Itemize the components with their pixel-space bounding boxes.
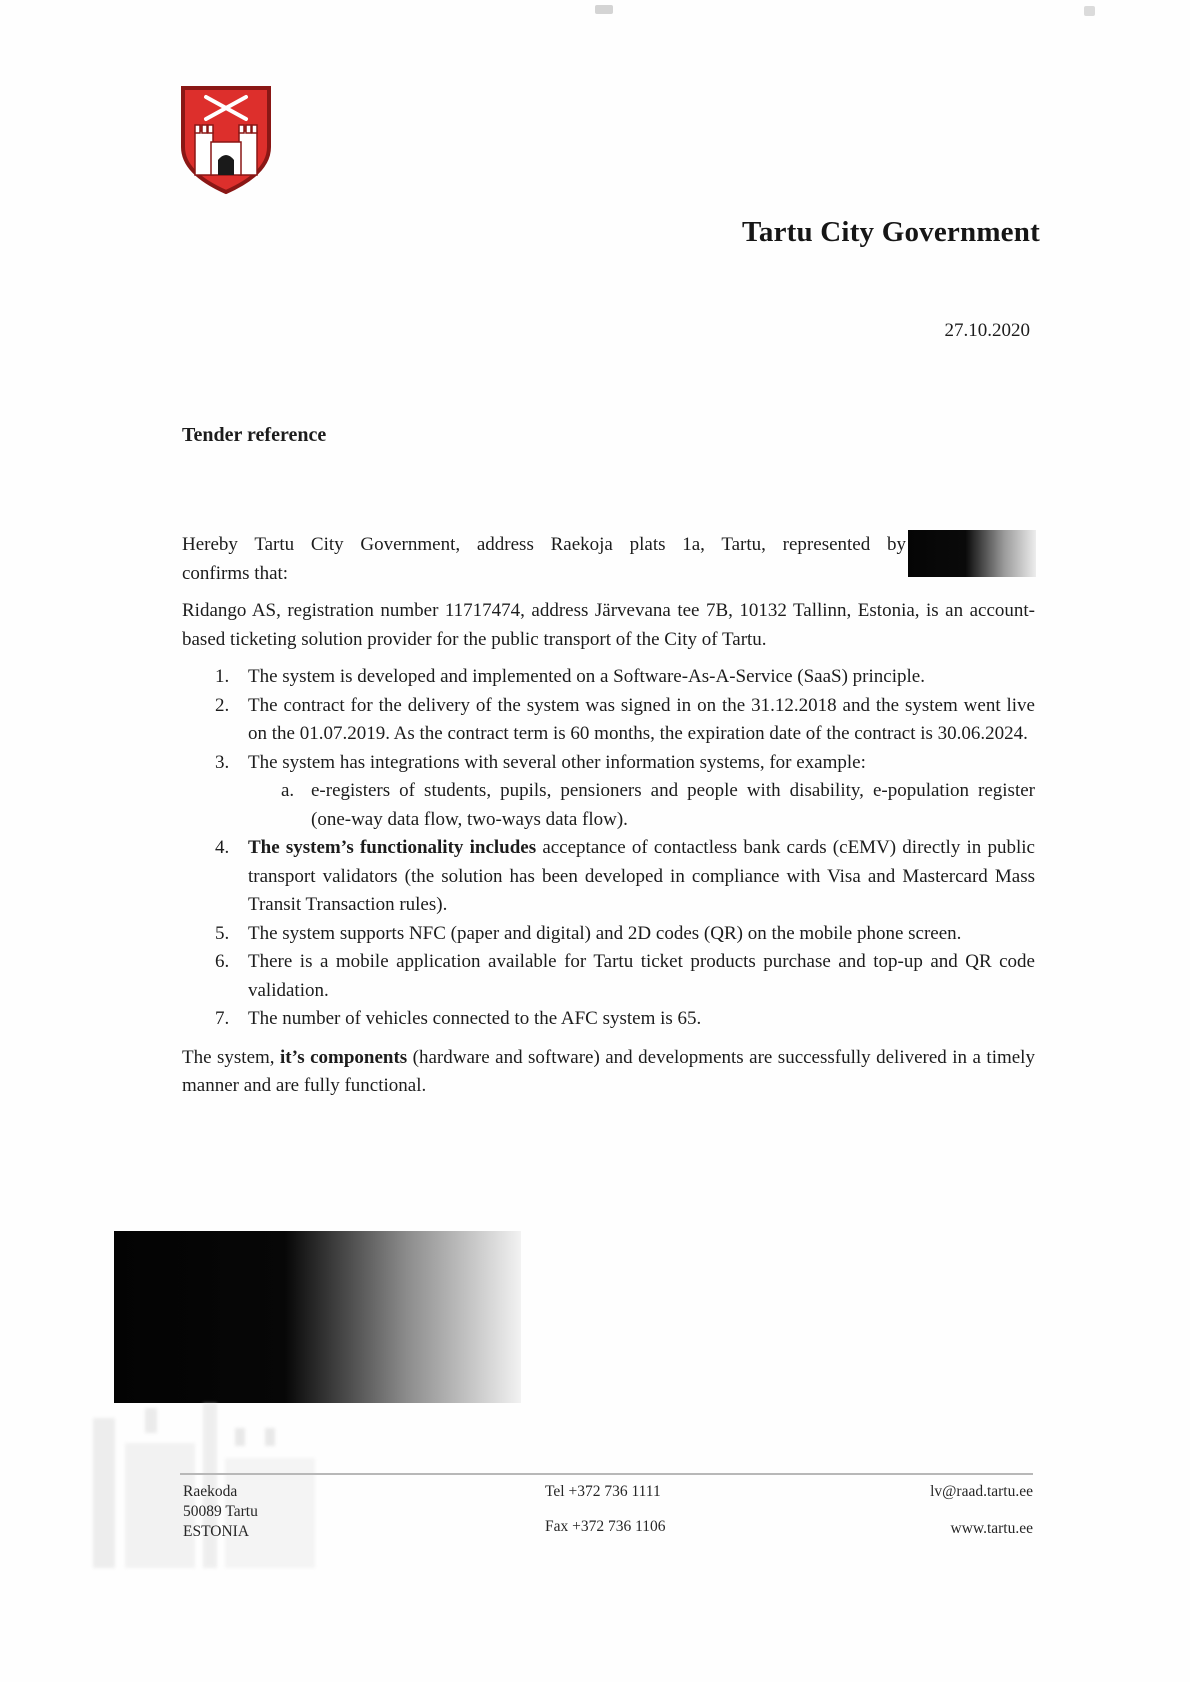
redaction-box-signature — [114, 1231, 521, 1403]
list-item-text-line: The system has integrations with several other information systems, for example: — [248, 751, 866, 773]
page-title: Tartu City Government — [742, 216, 1040, 248]
footer-address-line: ESTONIA — [183, 1523, 250, 1540]
list-item-number: 1. — [215, 666, 230, 687]
list-item — [215, 920, 1035, 949]
sub-list-item — [248, 777, 1035, 834]
list-item-number: 3. — [215, 751, 230, 773]
list-item-text: The number of vehicles connected to the AFC system is 65. — [248, 1008, 702, 1029]
paragraph-ridango: Ridango AS, registration number 11717474, address Järvevana tee 7B, 10132 Tallinn, Estonia, is an account-based ticketing solution provider for the public transport of the City of Tartu. — [182, 600, 1035, 650]
footer-website: www.tartu.ee — [950, 1520, 1033, 1537]
numbered-list — [182, 663, 1035, 1034]
footer-email: lv@raad.tartu.ee — [930, 1483, 1033, 1500]
list-item-text: There is a mobile application available for Tartu ticket products purchase and top-up and QR code validation. — [248, 951, 1035, 1001]
sub-list-item-text: e-registers of students, pupils, pensioners and people with disability, e-population register (one-way data flow, two-ways data flow). — [311, 780, 1035, 830]
footer-web — [930, 1482, 1033, 1539]
tartu-coat-of-arms-icon — [180, 85, 272, 195]
scan-watermark-building — [85, 1388, 340, 1573]
bold-text: The system’s functionality includes — [248, 837, 537, 858]
intro-line-1: Hereby Tartu City Government, address Raekoja plats 1a, Tartu, represented by — [182, 534, 906, 555]
footer-phone — [545, 1482, 666, 1537]
footer-address-line: 50089 Tartu — [183, 1503, 258, 1520]
redaction-box-representative — [908, 530, 1036, 577]
letter-body — [182, 531, 1035, 1101]
list-item-text: The system supports NFC (paper and digital) and 2D codes (QR) on the mobile phone screen. — [248, 922, 962, 944]
document-date: 27.10.2020 — [944, 320, 1030, 341]
list-item — [215, 1005, 1035, 1034]
footer-fax: Fax +372 736 1106 — [545, 1518, 666, 1535]
bold-text: it’s components — [280, 1046, 408, 1068]
closing-paragraph: The system, it’s components (hardware and software) and developments are successfully delivered in a timely manner and are fully functional. — [182, 1046, 1035, 1096]
subject-heading: Tender reference — [182, 424, 327, 446]
list-item-number: 5. — [215, 922, 230, 944]
footer-tel: Tel +372 736 1111 — [545, 1483, 661, 1500]
list-item-text: The system’s functionality includes acceptance of contactless bank cards (cEMV) directly in public transport validators (the solution has been developed in compliance with Visa and Mastercard Mass Transit Transaction rules). — [248, 837, 1035, 915]
list-item — [215, 692, 1035, 749]
footer-divider — [180, 1473, 1033, 1475]
list-item — [215, 834, 1035, 920]
list-item — [215, 749, 1035, 835]
sub-list-item-letter: a. — [281, 780, 295, 801]
scan-artifact — [1084, 6, 1095, 16]
list-item-text: The system is developed and implemented on a Software-As-A-Service (SaaS) principle. — [248, 666, 925, 687]
list-item-text: The contract for the delivery of the system was signed in on the 31.12.2018 and the system went live on the 01.07.2019. As the contract term is 60 months, the expiration date of the contract is 30.06.2024. — [248, 694, 1035, 744]
list-item-number: 2. — [215, 694, 230, 716]
list-item — [215, 663, 1035, 692]
footer-address-line: Raekoda — [183, 1483, 238, 1500]
list-item-number: 6. — [215, 951, 230, 972]
list-item-number: 7. — [215, 1008, 230, 1029]
footer-address — [183, 1482, 258, 1542]
list-item — [215, 948, 1035, 1005]
list-item-text — [248, 749, 1035, 835]
intro-line-2: confirms that: — [182, 562, 289, 584]
scan-artifact — [595, 5, 613, 14]
list-item-number: 4. — [215, 837, 230, 858]
